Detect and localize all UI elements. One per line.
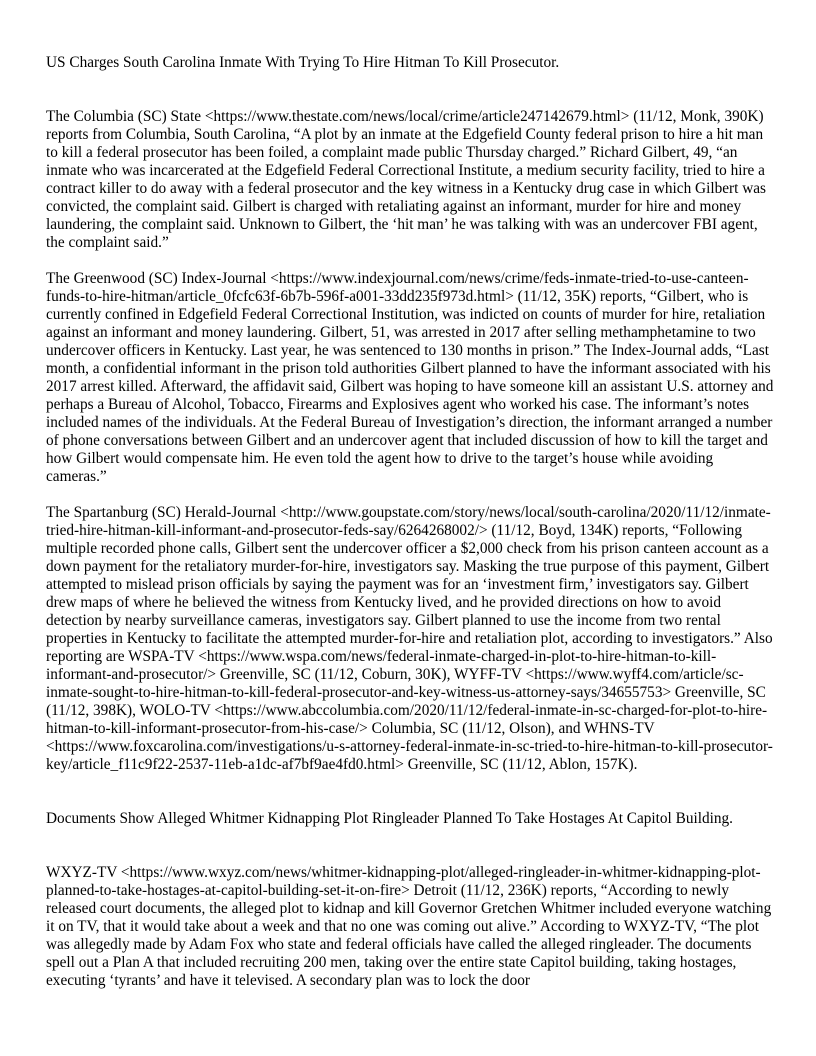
story-hitman-plot bbox=[46, 54, 774, 774]
story-paragraph: The Greenwood (SC) Index-Journal <https://www.indexjournal.com/news/crime/feds-inmate-tried-to-use-canteen-funds-to-hire-hitman/article_0fcfc63f-6b7b-596f-a001-33dd235f973d.html> (11/12, 35K) reports, “Gilbert, who is currently confined in Edgefield Federal Correctional Institution, was indicted on counts of murder for hire, retaliation against an informant and money laundering. Gilbert, 51, was arrested in 2017 after selling methamphetamine to two undercover officers in Kentucky. Last year, he was sentenced to 130 months in prison.” The Index-Journal adds, “Last month, a confidential informant in the prison told authorities Gilbert planned to have the informant associated with his 2017 arrest killed. Afterward, the affidavit said, Gilbert was hoping to have someone kill an assistant U.S. attorney and perhaps a Bureau of Alcohol, Tobacco, Firearms and Explosives agent who worked his case. The informant’s notes included names of the individuals. At the Federal Bureau of Investigation’s direction, the informant arranged a number of phone conversations between Gilbert and an undercover agent that included discussion of how to kill the target and how Gilbert would compensate him. He even told the agent how to drive to the target’s house while avoiding cameras.” bbox=[46, 270, 774, 485]
story-paragraph: The Columbia (SC) State <https://www.thestate.com/news/local/crime/article247142679.html> (11/12, Monk, 390K) reports from Columbia, South Carolina, “A plot by an inmate at the Edgefield County federal prison to hire a hit man to kill a federal prosecutor has been foiled, a complaint made public Thursday charged.” Richard Gilbert, 49, “an inmate who was incarcerated at the Edgefield Federal Correctional Institute, a medium security facility, tried to hire a contract killer to do away with a federal prosecutor and the key witness in a Kentucky drug case in which Gilbert was convicted, the complaint said. Gilbert is charged with retaliating against an informant, murder for hire and money laundering, the complaint said. Unknown to Gilbert, the ‘hit man’ he was talking with was an undercover FBI agent, the complaint said.” bbox=[46, 108, 766, 251]
story-paragraph: The Spartanburg (SC) Herald-Journal <http://www.goupstate.com/story/news/local/south-carolina/2020/11/12/inmate-tried-hire-hitman-kill-informant-and-prosecutor-feds-say/6264268002/> (11/12, Boyd, 134K) reports, “Following multiple recorded phone calls, Gilbert sent the undercover officer a $2,000 check from his prison canteen account as a down payment for the retaliatory murder-for-hire, investigators say. Masking the true purpose of this payment, Gilbert attempted to mislead prison officials by saying the payment was for an ‘investment firm,’ investigators say. Gilbert drew maps of where he believed the witness from Kentucky lived, and he provided directions on how to avoid detection by nearby surveillance cameras, investigators say. Gilbert planned to use the income from two rental properties in Kentucky to facilitate the attempted murder-for-hire and retaliation plot, according to investigators.” Also reporting are WSPA-TV <https://www.wspa.com/news/federal-inmate-charged-in-plot-to-hire-hitman-to-kill-informant-and-prosecutor/> Greenville, SC (11/12, Coburn, 30K), WYFF-TV <https://www.wyff4.com/article/sc-inmate-sought-to-hire-hitman-to-kill-federal-prosecutor-and-key-witness-us-attorney-says/34655753> Greenville, SC (11/12, 398K), WOLO-TV <https://www.abccolumbia.com/2020/11/12/federal-inmate-in-sc-charged-for-plot-to-hire-hitman-to-kill-informant-prosecutor-from-his-case/> Columbia, SC (11/12, Olson), and WHNS-TV <https://www.foxcarolina.com/investigations/u-s-attorney-federal-inmate-in-sc-tried-to-hire-hitman-to-kill-prosecutor-key/article_f11c9f22-2537-11eb-a1dc-af7bf9ae4fd0.html> Greenville, SC (11/12, Ablon, 157K). bbox=[46, 504, 773, 773]
document-page bbox=[46, 54, 774, 1008]
story-headline: Documents Show Alleged Whitmer Kidnapping Plot Ringleader Planned To Take Hostages At Capitol Building. bbox=[46, 810, 733, 827]
story-paragraph: WXYZ-TV <https://www.wxyz.com/news/whitmer-kidnapping-plot/alleged-ringleader-in-whitmer-kidnapping-plot-planned-to-take-hostages-at-capitol-building-set-it-on-fire> Detroit (11/12, 236K) reports, “According to newly released court documents, the alleged plot to kidnap and kill Governor Gretchen Whitmer included everyone watching it on TV, that it would take about a week and that no one was coming out alive.” According to WXYZ-TV, “The plot was allegedly made by Adam Fox who state and federal officials have called the alleged ringleader. The documents spell out a Plan A that included recruiting 200 men, taking over the entire state Capitol building, taking hostages, executing ‘tyrants’ and have it televised. A secondary plan was to lock the door bbox=[46, 864, 772, 989]
story-headline: US Charges South Carolina Inmate With Trying To Hire Hitman To Kill Prosecutor. bbox=[46, 54, 560, 71]
story-whitmer-plot bbox=[46, 810, 774, 990]
